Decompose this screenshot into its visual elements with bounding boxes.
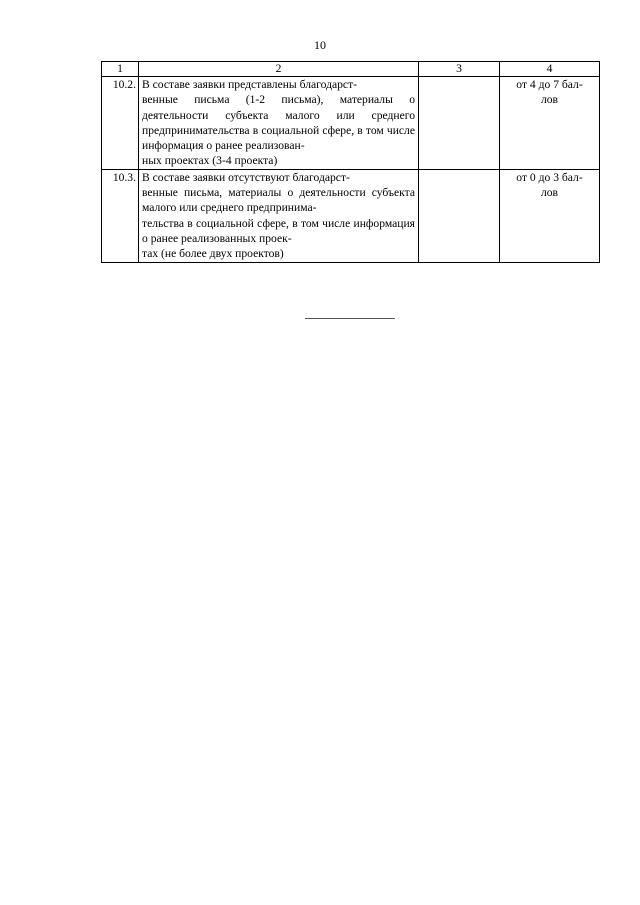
row-number: 10.2. <box>102 77 139 170</box>
table-row <box>102 169 600 262</box>
column-header-2: 2 <box>139 62 419 77</box>
row-col3 <box>419 169 500 262</box>
row-description: В составе заявки представлены благодарст- венные письма (1-2 письма), материалы о деятельности субъекта малого или среднего предпринимательства в социальной сфере, в том числе информация о ранее реализован- ных проектах (3-4 проекта) <box>139 77 419 170</box>
table-header-row <box>102 62 600 77</box>
column-header-3: 3 <box>419 62 500 77</box>
criteria-table <box>101 61 600 263</box>
row-score: от 0 до 3 бал- лов <box>500 169 600 262</box>
table-row <box>102 77 600 170</box>
row-number: 10.3. <box>102 169 139 262</box>
column-header-4: 4 <box>500 62 600 77</box>
row-description: В составе заявки отсутствуют благодарст- венные письма, материалы о деятельности субъекта малого или среднего предпринима- тельства в социальной сфере, в том числе информация о ранее реализованных проек- тах (не более двух проектов) <box>139 169 419 262</box>
column-header-1: 1 <box>102 62 139 77</box>
end-divider <box>305 318 395 319</box>
row-score: от 4 до 7 бал- лов <box>500 77 600 170</box>
page-number: 10 <box>314 38 326 52</box>
row-col3 <box>419 77 500 170</box>
